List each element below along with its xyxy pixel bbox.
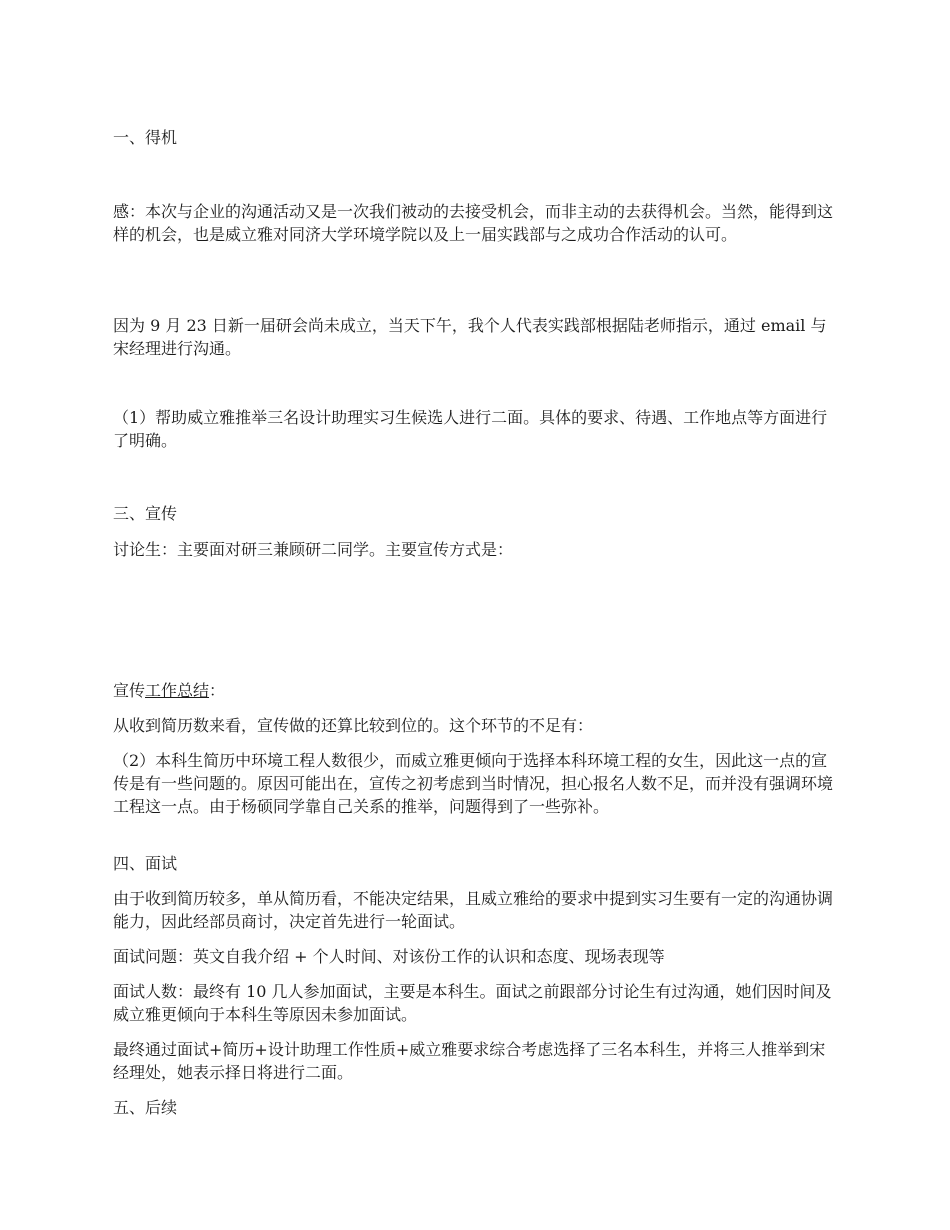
paragraph-final-selection: 最终通过面试+简历+设计助理工作性质+威立雅要求综合考虑选择了三名本科生，并将三人推举到宋经理处，她表示择日将进行二面。 — [113, 1040, 826, 1082]
summary-prefix: 宣传 — [113, 681, 146, 700]
paragraph-interview-count: 面试人数：最终有 10 几人参加面试，主要是本科生。面试之前跟部分讨论生有过沟通，她们因时间及威立雅更倾向于本科生等原因未参加面试。 — [113, 982, 832, 1024]
heading-interview: 四、面试 — [113, 854, 178, 873]
publicity-summary-line — [113, 679, 839, 702]
paragraph-resume-count: 从收到简历数来看，宣传做的还算比较到位的。这个环节的不足有： — [113, 716, 594, 735]
paragraph-reflection: 感：本次与企业的沟通活动又是一次我们被动的去接受机会，而非主动的去获得机会。当然，能得到这样的机会，也是威立雅对同济大学环境学院以及上一届实践部与之成功合作活动的认可。 — [113, 202, 834, 244]
paragraph-interview-questions: 面试问题：英文自我介绍 + 个人时间、对该份工作的认识和态度、现场表现等 — [113, 947, 665, 966]
paragraph-shortcoming-2: （2）本科生简历中环境工程人数很少，而威立雅更倾向于选择本科环境工程的女生，因此这一点的宣传是有一些问题的。原因可能出在，宣传之初考虑到当时情况，担心报名人数不足，而并没有强调环境工程这一点。由于杨硕同学靠自己关系的推举，问题得到了一些弥补。 — [113, 751, 834, 816]
summary-suffix: ： — [209, 681, 226, 700]
summary-underlined-text: 工作总结 — [145, 681, 210, 700]
heading-follow-up: 五、后续 — [113, 1098, 178, 1117]
paragraph-interview-reason: 由于收到简历较多，单从简历看，不能决定结果，且威立雅给的要求中提到实习生要有一定的沟通协调能力，因此经部员商讨，决定首先进行一轮面试。 — [113, 889, 834, 931]
heading-publicity: 三、宣传 — [113, 504, 178, 523]
paragraph-communication: 因为 9 月 23 日新一届研会尚未成立，当天下午，我个人代表实践部根据陆老师指示，通过 email 与宋经理进行沟通。 — [113, 316, 827, 358]
heading-obtaining-opportunity: 一、得机 — [113, 128, 178, 147]
paragraph-publicity-target: 讨论生：主要面对研三兼顾研二同学。主要宣传方式是： — [113, 540, 514, 559]
paragraph-task-1: （1）帮助威立雅推举三名设计助理实习生候选人进行二面。具体的要求、待遇、工作地点等方面进行了明确。 — [113, 408, 828, 450]
